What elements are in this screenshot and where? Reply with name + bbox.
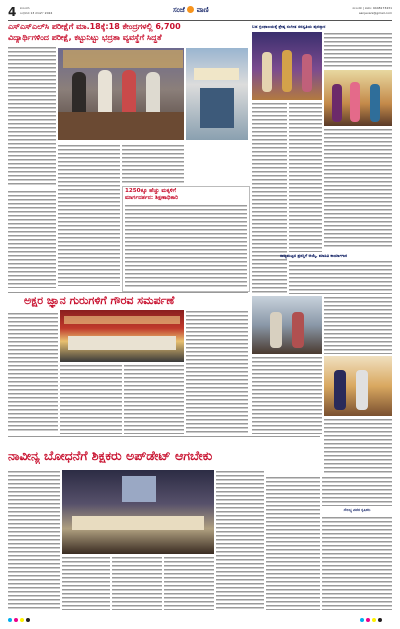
magenta-swatch <box>14 618 18 622</box>
lead-headline-line-2: ವಿದ್ಯಾರ್ಥಿಗಳಿಂದ ಪರೀಕ್ಷೆ, ಕಟ್ಟುನಿಟ್ಟು ಭದ್ರತಾ ವ್ಯವಸ್ಥೆಗೆ ಸಿದ್ಧತೆ <box>8 33 162 42</box>
side-story-text-2 <box>289 102 322 252</box>
section-3-text-4 <box>164 556 214 610</box>
black-swatch <box>26 618 30 622</box>
bottom-right-byline: ಸೌಲಭ್ಯ ಪಡೆದ ಕೃಷಿಕರು <box>343 508 371 512</box>
magenta-swatch-right <box>366 618 370 622</box>
side-story-caption <box>324 32 392 68</box>
office-contact: ಕಲಬುರಗಿ | ಕಚೇರಿ: 9448173431 <box>352 6 392 10</box>
section-3-text-3 <box>112 556 162 610</box>
right-photo-1 <box>252 296 322 354</box>
bottom-right-text-1 <box>322 476 392 506</box>
side-story-text-1 <box>252 102 287 294</box>
mid-story-box <box>122 186 250 292</box>
ad-line-text <box>289 260 392 294</box>
logo-right-text: ವಾಣಿ <box>196 6 209 14</box>
lead-photo <box>58 48 184 140</box>
section-3-photo <box>62 470 214 554</box>
yellow-swatch-right <box>372 618 376 622</box>
bottom-right-text-2 <box>322 516 392 610</box>
date-label: ಬುಧವಾರ 13 ಮಾರ್ಚ್ 2024 <box>20 11 53 15</box>
logo-left-text: ಸಂಜೆ <box>173 6 185 14</box>
black-swatch-right <box>378 618 382 622</box>
side-story-headline: ಬಡ ಗ್ರಂಥಾಲಯಕ್ಕೆ ಶ್ರೇಷ್ಠ ಸಂಗೀತ ಸರಸ್ವತಿಯ ಪುರಸ್ಕಾರ <box>252 24 326 29</box>
side-story-text-3 <box>324 128 392 248</box>
section-2-photo <box>60 310 184 362</box>
section-3-text-1 <box>8 470 60 610</box>
right-photo-2 <box>324 356 392 416</box>
color-marks-right <box>360 618 390 624</box>
section-3-text-5 <box>216 470 264 610</box>
sun-icon <box>187 6 194 13</box>
section-2-text-mid-1 <box>60 364 122 434</box>
color-marks <box>8 618 68 624</box>
masthead-logo <box>173 6 233 17</box>
lead-headline-line-1: ಎಸ್‌ಎಸ್‌ಎಲ್‌ಸಿ ಪರೀಕ್ಷೆಗೆ ಮಾ.18ಕ್ಕೆ:18 ಕೇಂದ್ರಗಳಲ್ಲಿ 6,700 <box>8 22 181 31</box>
section-3-text-6 <box>266 476 320 610</box>
section-3-headline: ನಾವೀನ್ಯ ಬೋಧನೆಗೆ ಶಿಕ್ಷಕರು ಅಪ್‌ಡೇಟ್ ಆಗಬೇಕು <box>8 448 213 463</box>
lead-body-text-1 <box>58 144 120 286</box>
side-story-photo-1 <box>252 32 322 100</box>
masthead-rule <box>8 20 392 21</box>
section-2-text-left <box>8 312 58 432</box>
mid-story-text <box>125 204 247 288</box>
mid-story-headline-1: 1250ಕ್ಕೂ ಹೆಚ್ಚು ಮಕ್ಕಳಿಗೆ <box>125 188 177 194</box>
yellow-swatch <box>20 618 24 622</box>
mid-story-headline-2: ಮಾರ್ಗದರ್ಶನ: ಶಿಕ್ಷಣಾಧಿಕಾರಿ <box>125 195 179 201</box>
lead-body-text-2 <box>122 144 184 184</box>
lead-column-text-2 <box>8 190 56 288</box>
section-2-text-mid-2 <box>124 364 184 434</box>
masthead <box>8 6 392 20</box>
section-3-rule <box>8 436 320 437</box>
edition-label: ಕಲಬುರಗಿ <box>20 6 30 10</box>
right-text-3 <box>324 418 392 474</box>
section-2-rule <box>8 292 248 293</box>
lead-column-text-1 <box>8 46 56 186</box>
side-story-photo-2 <box>324 70 392 126</box>
bottom-right-box <box>322 476 392 610</box>
cyan-swatch-right <box>360 618 364 622</box>
section-2-headline: ಅಕ್ಷರ ಜ್ಞಾನ ಗುರುಗಳಿಗೆ ಗೌರವ ಸಮರ್ಪಣೆ <box>24 294 175 307</box>
ad-line: ರಾಜ್ಯಮಟ್ಟದ ಪ್ರಶಸ್ತಿಗೆ ಆಯ್ಕೆ, ಮಾಹಿತಿ ಕಾರ್ಯಾಗಾರ <box>280 253 348 258</box>
right-text-1 <box>324 296 392 354</box>
email-label: sanjevani@gmail.com <box>358 11 392 15</box>
section-3-text-2 <box>62 556 110 610</box>
cyan-swatch <box>8 618 12 622</box>
lead-inset-photo <box>186 48 248 140</box>
section-2-text-right-1 <box>186 310 248 434</box>
page-number: 4 <box>8 5 17 19</box>
right-text-2 <box>252 356 322 434</box>
